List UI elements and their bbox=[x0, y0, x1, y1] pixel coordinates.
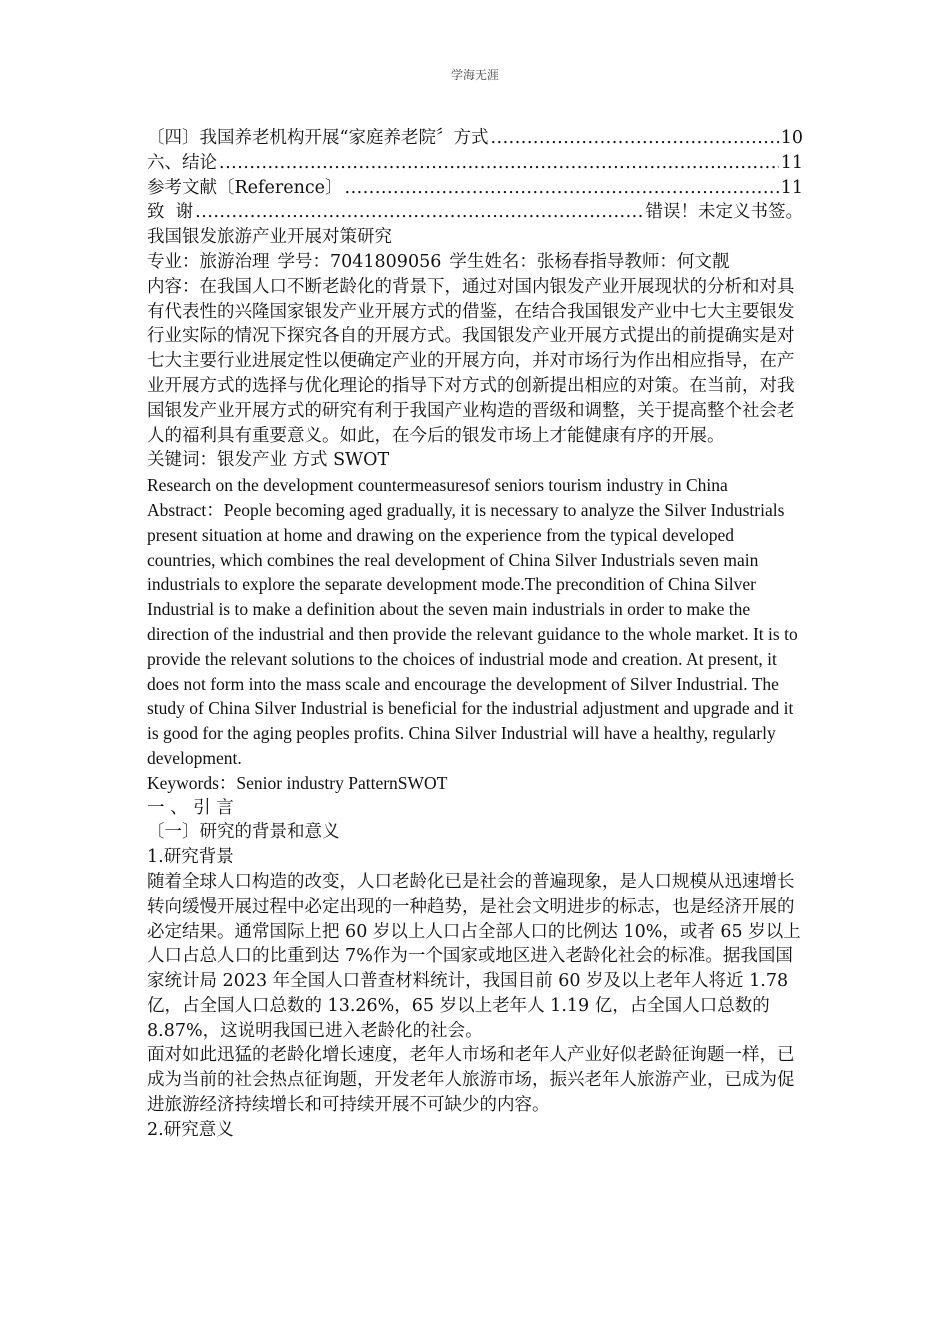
subsubsection-heading: 1.研究背景 bbox=[147, 847, 234, 868]
page-header: 学海无涯 bbox=[450, 68, 499, 82]
major: 专业：旅游治理 bbox=[147, 251, 270, 272]
toc-leader bbox=[195, 200, 643, 225]
title-english: Research on the development countermeasuresof seniors tourism industry in China bbox=[147, 475, 728, 496]
toc-page: 错误！未定义书签。 bbox=[645, 202, 803, 223]
subsection-heading: 〔一〕研究的背景和意义 bbox=[147, 822, 340, 843]
toc-label: 参考文献〔Reference〕 bbox=[147, 177, 343, 198]
abstract-english: Abstract：People becoming aged gradually, it is necessary to analyze the Silver Industrials present situation at home and drawing on the experience from the typical developed countries, which combines the real development of China Silver Industrials seven main industrials to explore the separate development mode.The precondition of China Silver Industrial is to make a definition about the seven main industrials in order to make the direction of the industrial and then provide the relevant guidance to the whole market. It is to provide the relevant solutions to the choices of industrial mode and creation. At present, it does not form into the mass scale and encourage the development of Silver Industrial. The study of China Silver Industrial is beneficial for the industrial adjustment and upgrade and it is good for the aging peoples profits. China Silver Industrial will have a healthy, regularly development. bbox=[147, 499, 798, 768]
toc-label: 六、结论 bbox=[147, 152, 217, 173]
document-body bbox=[147, 126, 803, 1143]
abstract-chinese: 内容：在我国人口不断老龄化的背景下，通过对国内银发产业开展现状的分析和对具有代表性的兴隆国家银发产业开展方式的借鉴，在结合我国银发产业中七大主要银发行业实际的情况下探究各自的开展方式。我国银发产业开展方式提出的前提确实是对七大主要行业进展定性以便确定产业的开展方向，并对市场行为作出相应指导，在产业开展方式的选择与优化理论的指导下对方式的创新提出相应的对策。在当前，对我国银发产业开展方式的研究有利于我国产业构造的晋级和调整，关于提高整个社会老人的福利具有重要意义。如此，在今后的银发市场上才能健康有序的开展。 bbox=[147, 276, 795, 446]
toc-entry[interactable] bbox=[147, 200, 803, 225]
toc-entry[interactable] bbox=[147, 151, 803, 176]
toc-page: 11 bbox=[780, 152, 803, 173]
body-paragraph: 随着全球人口构造的改变，人口老龄化已是社会的普遍现象，是人口规模从迅速增长转向缓慢开展过程中必定出现的一种趋势，是社会文明进步的标志，也是经济开展的必定结果。通常国际上把 60 岁以上人口占全部人口的比例达 10%，或者 65 岁以上人口占总人口的比重到达 7%作为一个国家或地区进入老龄化社会的标准。据我国国家统计局 2023 年全国人口普查材料统计，我国目前 60 岁及以上老年人将近 1.78 亿，占全国人口总数的 13.26%，65 岁以上老年人 1.19 亿，占全国人口总数的 8.87%，这说明我国已进入老龄化的社会。 bbox=[147, 871, 801, 1041]
toc-leader bbox=[219, 151, 779, 176]
student-name: 学生姓名：张杨春 bbox=[449, 251, 590, 272]
toc-page: 10 bbox=[780, 128, 803, 148]
section-heading: 一 、 引 言 bbox=[147, 797, 234, 818]
toc-entry[interactable] bbox=[147, 176, 803, 201]
author-info bbox=[147, 250, 803, 275]
toc-entry[interactable] bbox=[147, 126, 803, 151]
toc-leader bbox=[345, 176, 779, 201]
advisor: 指导教师：何文靓 bbox=[589, 251, 730, 272]
toc-label: 〔四〕我国养老机构开展“家庭养老院〞方式 bbox=[147, 128, 489, 148]
student-id: 学号：7041809056 bbox=[277, 251, 442, 272]
title-chinese: 我国银发旅游产业开展对策研究 bbox=[147, 227, 392, 248]
keywords-chinese: 关键词：银发产业 方式 SWOT bbox=[147, 450, 390, 471]
subsubsection-heading: 2.研究意义 bbox=[147, 1119, 234, 1140]
toc-leader bbox=[490, 126, 778, 151]
body-paragraph: 面对如此迅猛的老龄化增长速度，老年人市场和老年人产业好似老龄征询题一样，已成为当前的社会热点征询题，开发老年人旅游市场，振兴老年人旅游产业，已成为促进旅游经济持续增长和可持续开展不可缺少的内容。 bbox=[147, 1045, 795, 1116]
keywords-english: Keywords：Senior industry PatternSWOT bbox=[147, 772, 448, 793]
toc-page: 11 bbox=[780, 177, 803, 198]
table-of-contents bbox=[147, 126, 803, 225]
toc-label: 致 谢 bbox=[147, 202, 194, 223]
